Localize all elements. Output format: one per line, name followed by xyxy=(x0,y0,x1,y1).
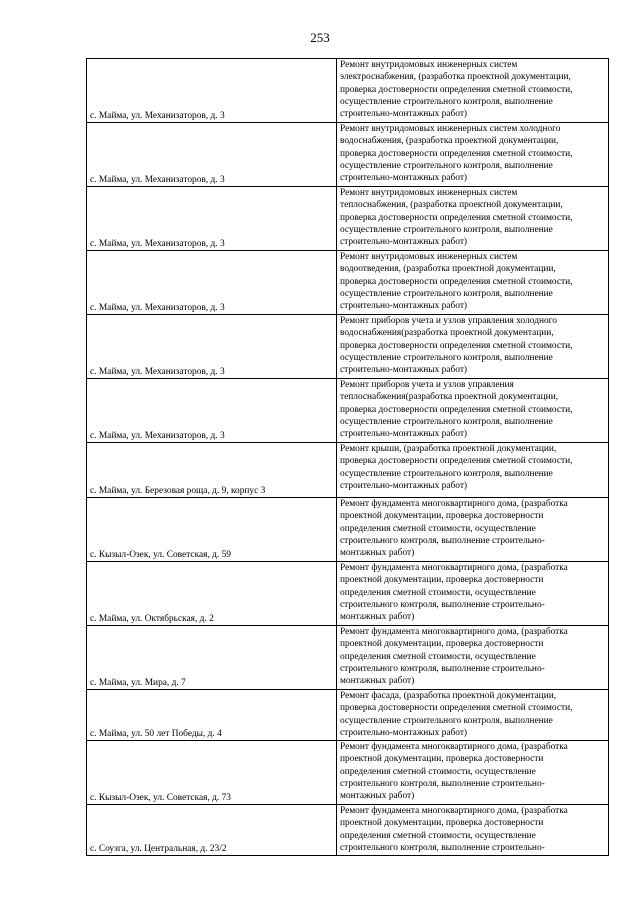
page-number: 253 xyxy=(310,30,330,45)
table-row xyxy=(87,251,609,315)
address-cell: с. Майма, ул. Механизаторов, д. 3 xyxy=(87,187,337,251)
address-cell: с. Кызыл-Озек, ул. Советская, д. 59 xyxy=(87,498,337,562)
work-description-cell: Ремонт фундамента многоквартирного дома, (разработка проектной документации, проверка достоверности определения сметной стоимости, осуществление строительного контроля, выполнение строительно- монтажных работ) xyxy=(337,498,609,562)
work-description-cell: Ремонт фундамента многоквартирного дома, (разработка проектной документации, проверка достоверности определения сметной стоимости, осуществление строительного контроля, выполнение строительно- xyxy=(337,805,609,856)
table-row xyxy=(87,562,609,626)
address-cell: с. Майма, ул. Механизаторов, д. 3 xyxy=(87,251,337,315)
address-cell: с. Майма, ул. Механизаторов, д. 3 xyxy=(87,315,337,379)
address-cell: с. Кызыл-Озек, ул. Советская, д. 73 xyxy=(87,741,337,805)
table-row xyxy=(87,187,609,251)
address-cell: с. Майма, ул. Октябрьская, д. 2 xyxy=(87,562,337,626)
work-description-cell: Ремонт фундамента многоквартирного дома, (разработка проектной документации, проверка достоверности определения сметной стоимости, осуществление строительного контроля, выполнение строительно- монтажных работ) xyxy=(337,741,609,805)
address-cell: с. Майма, ул. Механизаторов, д. 3 xyxy=(87,379,337,443)
work-description-cell: Ремонт приборов учета и узлов управления холодного водоснабжения(разработка проектной документации, проверка достоверности определения сметной стоимости, осуществление строительного контроля, выполнение строительно-монтажных работ) xyxy=(337,315,609,379)
table-row xyxy=(87,443,609,498)
table-row xyxy=(87,498,609,562)
work-description-cell: Ремонт внутридомовых инженерных систем теплоснабжения, (разработка проектной документации, проверка достоверности определения сметной стоимости, осуществление строительного контроля, выполнение строительно-монтажных работ) xyxy=(337,187,609,251)
table-row xyxy=(87,805,609,856)
works-table-body xyxy=(87,59,609,856)
work-description-cell: Ремонт фундамента многоквартирного дома, (разработка проектной документации, проверка достоверности определения сметной стоимости, осуществление строительного контроля, выполнение строительно- монтажных работ) xyxy=(337,626,609,690)
work-description-cell: Ремонт приборов учета и узлов управления теплоснабжения(разработка проектной документации, проверка достоверности определения сметной стоимости, осуществление строительного контроля, выполнение строительно-монтажных работ) xyxy=(337,379,609,443)
work-description-cell: Ремонт внутридомовых инженерных систем водоотведения, (разработка проектной документации, проверка достоверности определения сметной стоимости, осуществление строительного контроля, выполнение строительно-монтажных работ) xyxy=(337,251,609,315)
work-description-cell: Ремонт крыши, (разработка проектной документации, проверка достоверности определения сметной стоимости, осуществление строительного контроля, выполнение строительно-монтажных работ) xyxy=(337,443,609,498)
table-row xyxy=(87,690,609,741)
table-row xyxy=(87,741,609,805)
table-row xyxy=(87,315,609,379)
table-row xyxy=(87,59,609,123)
address-cell: с. Майма, ул. Мира, д. 7 xyxy=(87,626,337,690)
work-description-cell: Ремонт внутридомовых инженерных систем электроснабжения, (разработка проектной документации, проверка достоверности определения сметной стоимости, осуществление строительного контроля, выполнение строительно-монтажных работ) xyxy=(337,59,609,123)
work-description-cell: Ремонт фундамента многоквартирного дома, (разработка проектной документации, проверка достоверности определения сметной стоимости, осуществление строительного контроля, выполнение строительно- монтажных работ) xyxy=(337,562,609,626)
table-row xyxy=(87,626,609,690)
address-cell: с. Майма, ул. Механизаторов, д. 3 xyxy=(87,123,337,187)
work-description-cell: Ремонт фасада, (разработка проектной документации, проверка достоверности определения сметной стоимости, осуществление строительного контроля, выполнение строительно-монтажных работ) xyxy=(337,690,609,741)
address-cell: с. Майма, ул. 50 лет Победы, д. 4 xyxy=(87,690,337,741)
address-cell: с. Майма, ул. Березовая роща, д. 9, корпус 3 xyxy=(87,443,337,498)
work-description-cell: Ремонт внутридомовых инженерных систем холодного водоснабжения, (разработка проектной документации, проверка достоверности определения сметной стоимости, осуществление строительного контроля, выполнение строительно-монтажных работ) xyxy=(337,123,609,187)
address-cell: с. Майма, ул. Механизаторов, д. 3 xyxy=(87,59,337,123)
table-row xyxy=(87,379,609,443)
works-table xyxy=(86,58,609,856)
table-row xyxy=(87,123,609,187)
address-cell: с. Соузга, ул. Центральная, д. 23/2 xyxy=(87,805,337,856)
